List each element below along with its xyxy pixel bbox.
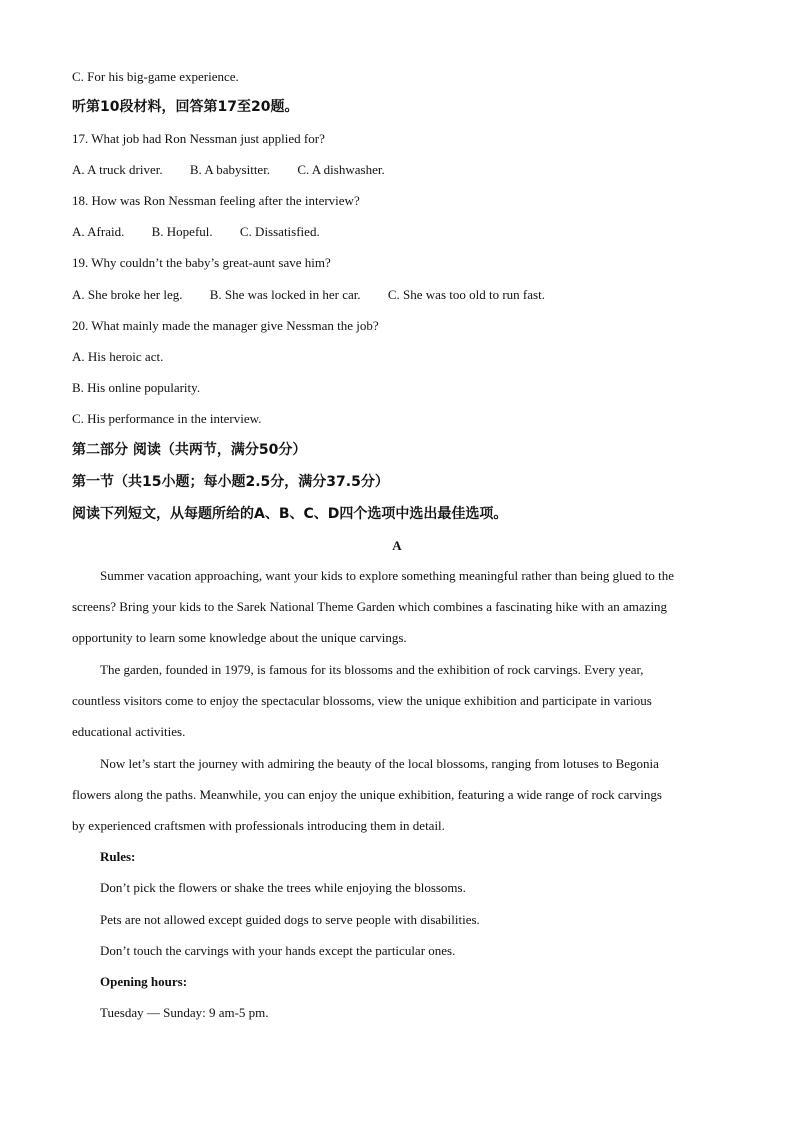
- opening-hours-value: Tuesday — Sunday: 9 am-5 pm.: [100, 1005, 269, 1020]
- question-17: 17. What job had Ron Nessman just applied for?: [72, 131, 325, 146]
- opening-hours-heading: Opening hours:: [100, 974, 188, 989]
- question-17-options: [72, 163, 409, 176]
- q19-option-a: A. She broke her leg.: [72, 287, 183, 302]
- rule-2: Pets are not allowed except guided dogs to serve people with disabilities.: [100, 912, 480, 927]
- paragraph-1-line-1: Summer vacation approaching, want your kids to explore something meaningful rather than being glued to the: [100, 568, 675, 583]
- question-20: 20. What mainly made the manager give Nessman the job?: [72, 318, 379, 333]
- rule-3: Don’t touch the carvings with your hands except the particular ones.: [100, 943, 456, 958]
- paragraph-2-line-2: countless visitors come to enjoy the spectacular blossoms, view the unique exhibition and participate in various: [72, 693, 652, 708]
- q17-option-c: C. A dishwasher.: [297, 162, 385, 177]
- passage-letter: A: [392, 538, 402, 553]
- q18-option-b: B. Hopeful.: [151, 224, 213, 239]
- paragraph-3-line-2: flowers along the paths. Meanwhile, you can enjoy the unique exhibition, featuring a wide range of rock carvings: [72, 787, 662, 802]
- question-19-options: [72, 288, 569, 301]
- reading-section-heading: 第一节（共15小题；每小题2.5分，满分37.5分）: [72, 474, 389, 490]
- q19-option-c: C. She was too old to run fast.: [387, 287, 545, 302]
- reading-instruction: 阅读下列短文，从每题所给的A、B、C、D四个选项中选出最佳选项。: [72, 506, 508, 522]
- paragraph-3-line-1: Now let’s start the journey with admiring the beauty of the local blossoms, ranging from lotuses to Begonia: [100, 756, 659, 771]
- paragraph-3-line-3: by experienced craftsmen with professionals introducing them in detail.: [72, 818, 445, 833]
- reading-part-heading: 第二部分 阅读（共两节，满分50分）: [72, 442, 307, 458]
- q19-option-b: B. She was locked in her car.: [209, 287, 361, 302]
- paragraph-2-line-1: The garden, founded in 1979, is famous for its blossoms and the exhibition of rock carvings. Every year,: [100, 662, 644, 677]
- rules-heading: Rules:: [100, 849, 136, 864]
- question-18-options: [72, 225, 344, 238]
- q20-option-b: B. His online popularity.: [72, 380, 201, 395]
- paragraph-1-line-2: screens? Bring your kids to the Sarek National Theme Garden which combines a fascinating hike with an amazing: [72, 599, 668, 614]
- q20-option-c: C. His performance in the interview.: [72, 411, 262, 426]
- paragraph-2-line-3: educational activities.: [72, 724, 186, 739]
- q18-option-a: A. Afraid.: [72, 224, 125, 239]
- listening-section-heading: 听第10段材料，回答第17至20题。: [72, 99, 299, 115]
- paragraph-1-line-3: opportunity to learn some knowledge about the unique carvings.: [72, 630, 407, 645]
- q18-option-c: C. Dissatisfied.: [239, 224, 320, 239]
- q17-option-b: B. A babysitter.: [189, 162, 271, 177]
- rule-1: Don’t pick the flowers or shake the trees while enjoying the blossoms.: [100, 880, 466, 895]
- q17-option-a: A. A truck driver.: [72, 162, 163, 177]
- q20-option-a: A. His heroic act.: [72, 349, 164, 364]
- option-c-prev-question: C. For his big-game experience.: [72, 69, 239, 84]
- question-19: 19. Why couldn’t the baby’s great-aunt save him?: [72, 255, 331, 270]
- question-18: 18. How was Ron Nessman feeling after the interview?: [72, 193, 360, 208]
